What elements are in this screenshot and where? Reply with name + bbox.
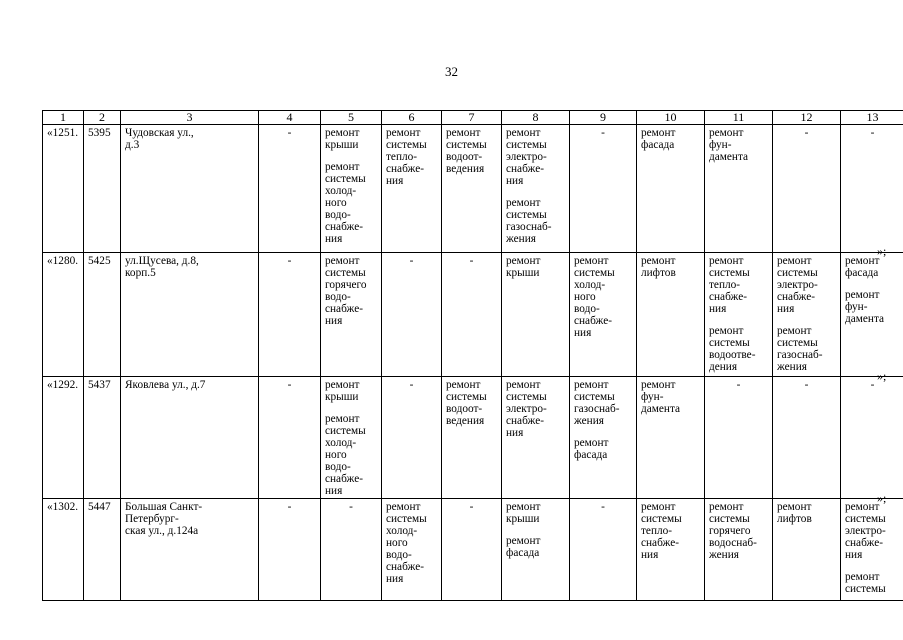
empty-dash: - <box>804 379 809 391</box>
building-address: Яковлева ул., д.7 <box>121 377 259 499</box>
building-code: 5425 <box>84 253 121 377</box>
empty-dash: - <box>870 127 875 139</box>
work-item: ремонт системы электро- снабже- ния <box>506 127 547 187</box>
col-header-12: 12 <box>773 111 841 125</box>
work-cell-col-10 <box>637 253 705 377</box>
work-item: ремонт системы газоснаб- жения <box>777 325 823 373</box>
work-cell-col-11 <box>705 499 773 601</box>
work-cell-col-7 <box>442 377 502 499</box>
empty-dash: - <box>601 501 605 513</box>
work-cell-col-9 <box>570 377 637 499</box>
work-item: ремонт фун- дамента <box>845 289 885 325</box>
work-cell-col-6 <box>382 125 442 253</box>
work-cell-col-6 <box>382 253 442 377</box>
work-cell-col-11 <box>705 125 773 253</box>
work-cell-col-13 <box>841 125 903 253</box>
work-item: ремонт лифтов <box>777 501 812 525</box>
work-item: ремонт системы горячего водо- снабже- ния <box>325 255 367 327</box>
work-cell-col-10 <box>637 377 705 499</box>
work-cell-col-9 <box>570 253 637 377</box>
work-cell-col-8 <box>502 125 570 253</box>
col-header-9: 9 <box>570 111 637 125</box>
work-item: ремонт системы водоот- ведения <box>446 379 487 427</box>
row-number: «1251. <box>43 125 84 253</box>
work-item: ремонт системы тепло- снабже- ния <box>386 127 427 187</box>
work-item: ремонт системы электро- снабже- ния <box>845 501 886 561</box>
col-header-11: 11 <box>705 111 773 125</box>
row-number: «1302. <box>43 499 84 601</box>
col-header-10: 10 <box>637 111 705 125</box>
work-item: ремонт системы <box>845 571 886 595</box>
col-header-1: 1 <box>43 111 84 125</box>
col-header-7: 7 <box>442 111 502 125</box>
work-cell-col-5 <box>321 499 382 601</box>
work-cell-col-12 <box>773 253 841 377</box>
work-cell-col-12 <box>773 125 841 253</box>
work-cell-col-13 <box>841 253 903 377</box>
col-header-5: 5 <box>321 111 382 125</box>
work-cell-col-6 <box>382 377 442 499</box>
work-item: ремонт крыши <box>506 501 541 525</box>
empty-dash: - <box>287 255 292 267</box>
work-cell-col-4 <box>259 377 321 499</box>
col-header-6: 6 <box>382 111 442 125</box>
empty-dash: - <box>409 255 414 267</box>
col-header-3: 3 <box>121 111 259 125</box>
building-address: ул.Щусева, д.8, корп.5 <box>121 253 259 377</box>
empty-dash: - <box>349 501 353 513</box>
work-item: ремонт лифтов <box>641 255 676 279</box>
table-row <box>43 125 903 253</box>
work-item: ремонт крыши <box>325 379 360 403</box>
work-item: ремонт фасада <box>506 535 541 559</box>
work-cell-col-7 <box>442 499 502 601</box>
col-header-8: 8 <box>502 111 570 125</box>
col-header-2: 2 <box>84 111 121 125</box>
work-cell-col-6 <box>382 499 442 601</box>
work-item: ремонт системы холод- ного водо- снабже- ния <box>386 501 427 585</box>
work-item: ремонт системы горячего водоснаб- жения <box>709 501 757 561</box>
building-code: 5447 <box>84 499 121 601</box>
work-cell-col-7 <box>442 125 502 253</box>
work-item: ремонт системы холод- ного водо- снабже- ния <box>325 413 366 497</box>
work-cell-col-11 <box>705 253 773 377</box>
work-cell-col-8 <box>502 253 570 377</box>
work-cell-col-5 <box>321 253 382 377</box>
empty-dash: - <box>287 379 292 391</box>
building-code: 5395 <box>84 125 121 253</box>
work-item: ремонт системы газоснаб- жения <box>574 379 620 427</box>
work-item: ремонт системы водоот- ведения <box>446 127 487 175</box>
table-row <box>43 499 903 601</box>
row-number: «1280. <box>43 253 84 377</box>
work-cell-col-10 <box>637 499 705 601</box>
work-item: ремонт системы газоснаб- жения <box>506 197 552 245</box>
work-item: ремонт фун- дамента <box>641 379 681 415</box>
work-item: ремонт фун- дамента <box>709 127 749 163</box>
work-item: ремонт фасада <box>641 127 676 151</box>
work-item: ремонт системы тепло- снабже- ния <box>641 501 682 561</box>
col-header-4: 4 <box>259 111 321 125</box>
work-cell-col-12 <box>773 377 841 499</box>
work-cell-col-5 <box>321 125 382 253</box>
work-item: ремонт фасада <box>574 437 609 461</box>
work-cell-col-9 <box>570 125 637 253</box>
closing-quote-mark: »; <box>877 491 887 505</box>
col-header-13: 13 <box>841 111 903 125</box>
work-item: ремонт системы холод- ного водо- снабже- ния <box>574 255 615 339</box>
building-address: Чудовская ул., д.3 <box>121 125 259 253</box>
work-cell-col-12 <box>773 499 841 601</box>
repair-schedule-table <box>42 110 903 601</box>
work-item: ремонт системы электро- снабже- ния <box>777 255 818 315</box>
work-item: ремонт системы водоотве- дения <box>709 325 756 373</box>
empty-dash: - <box>287 127 292 139</box>
row-number: «1292. <box>43 377 84 499</box>
closing-quote-mark: »; <box>877 244 887 258</box>
work-cell-col-7 <box>442 253 502 377</box>
work-item: ремонт крыши <box>506 255 541 279</box>
work-cell-col-10 <box>637 125 705 253</box>
work-cell-col-5 <box>321 377 382 499</box>
empty-dash: - <box>804 127 809 139</box>
work-cell-col-4 <box>259 125 321 253</box>
empty-dash: - <box>469 255 474 267</box>
empty-dash: - <box>409 379 414 391</box>
empty-dash: - <box>287 501 292 513</box>
building-code: 5437 <box>84 377 121 499</box>
work-cell-col-8 <box>502 377 570 499</box>
work-cell-col-4 <box>259 499 321 601</box>
work-item: ремонт фасада <box>845 255 880 279</box>
table-row <box>43 253 903 377</box>
closing-quote-mark: »; <box>877 369 887 383</box>
empty-dash: - <box>736 379 741 391</box>
work-item: ремонт крыши <box>325 127 360 151</box>
empty-dash: - <box>469 501 474 513</box>
work-cell-col-13 <box>841 499 903 601</box>
header-row <box>43 111 903 125</box>
building-address: Большая Санкт- Петербург- ская ул., д.124а <box>121 499 259 601</box>
work-cell-col-4 <box>259 253 321 377</box>
page-number: 32 <box>445 64 458 79</box>
work-item: ремонт системы холод- ного водо- снабже- ния <box>325 161 366 245</box>
empty-dash: - <box>601 127 605 139</box>
work-cell-col-8 <box>502 499 570 601</box>
empty-dash: - <box>870 379 875 391</box>
table-row <box>43 377 903 499</box>
work-item: ремонт системы электро- снабже- ния <box>506 379 547 439</box>
work-cell-col-9 <box>570 499 637 601</box>
work-cell-col-13 <box>841 377 903 499</box>
work-item: ремонт системы тепло- снабже- ния <box>709 255 750 315</box>
work-cell-col-11 <box>705 377 773 499</box>
